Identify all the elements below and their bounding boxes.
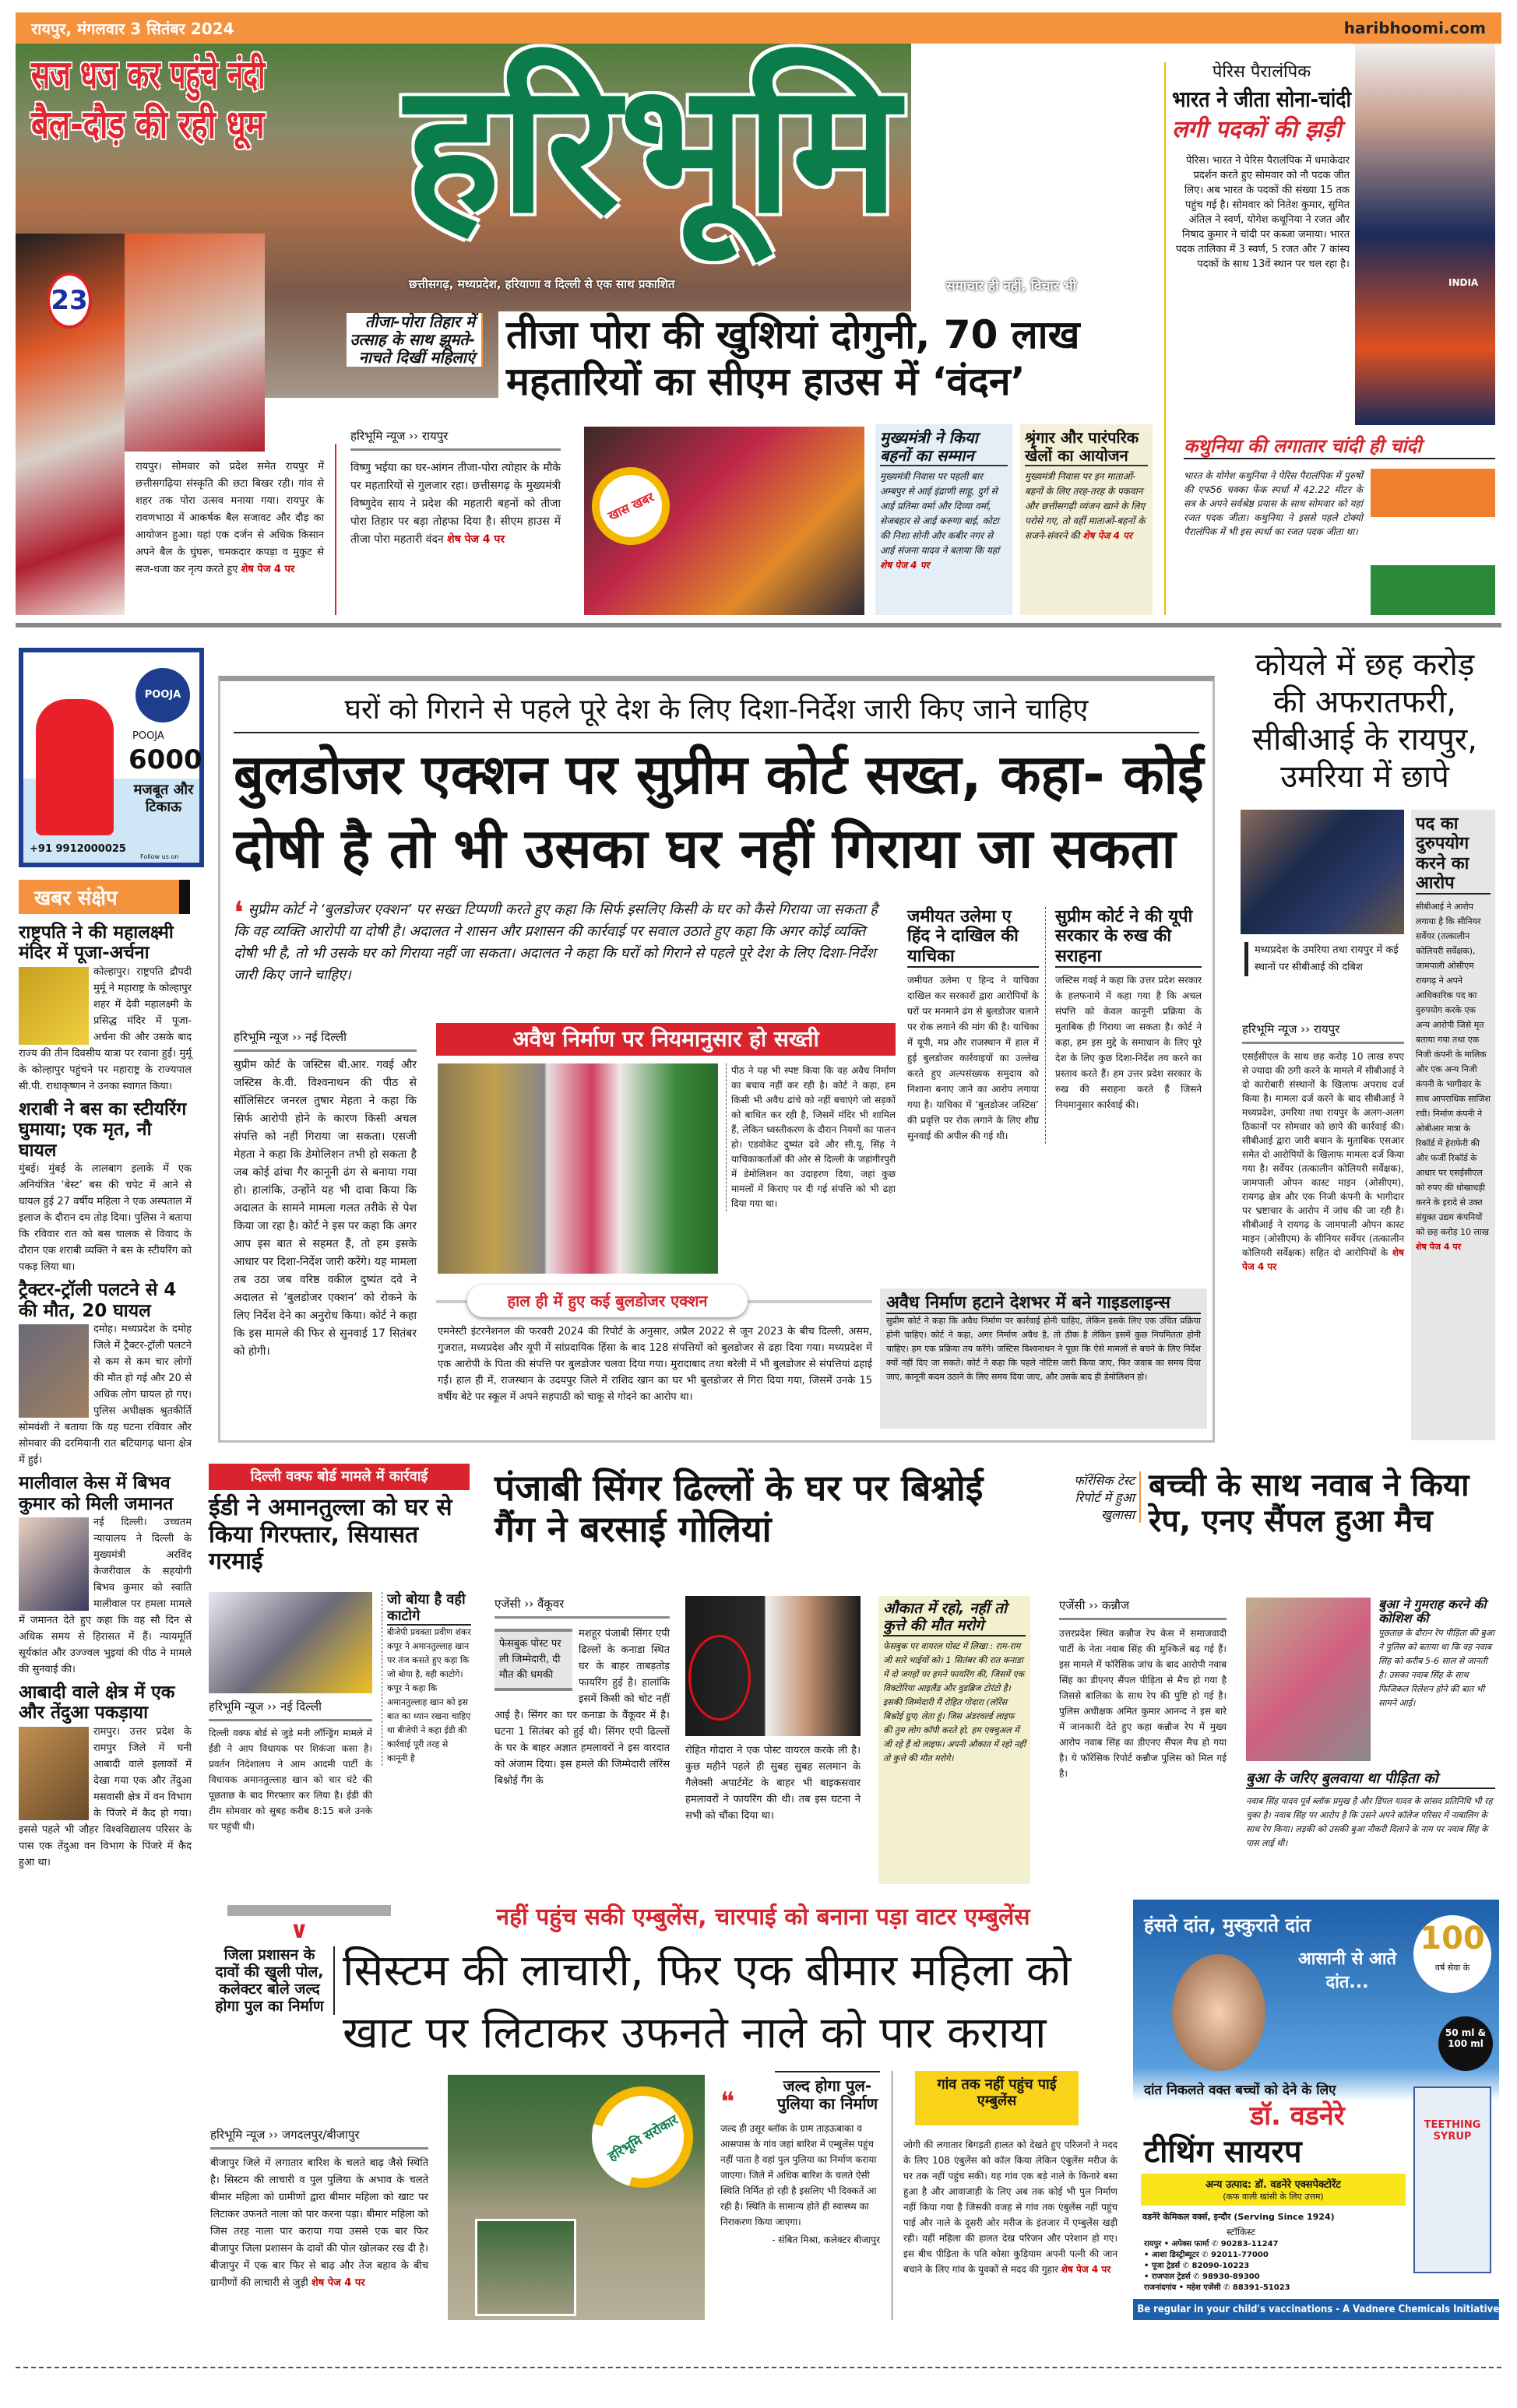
quote-title: जल्द होगा पुल-पुलिया का निर्माण [775,2071,880,2113]
nawab-headline: बच्ची के साथ नवाब ने किया रेप, एनए सैंपल हुआ मैच [1149,1468,1469,1539]
ambulance-headline-1: सिस्टम की लाचारी, फिर एक बीमार महिला को [343,1946,1072,1996]
cbi-byline: हरिभूमि न्यूज ›› रायपुर [1242,1021,1404,1044]
brief-title: ट्रैक्टर-ट्रॉली पलटने से 4 की मौत, 20 घायल [19,1280,177,1321]
quote-author: - संबित मिश्रा, कलेक्टर बीजापुर [772,2234,880,2245]
brief-item [19,1468,192,1678]
up-govt-column [1055,907,1202,1113]
ad-maker: वडनेरे केमिकल वर्क्स, इन्दौर (Serving Since 1924) [1142,2212,1335,2222]
jersey-text: INDIA [1448,277,1479,288]
photo-smiling-child [1172,1954,1265,2071]
guidelines-title: अवैध निर्माण हटाने देशभर में बने गाइडलाइन्स [886,1293,1201,1314]
photo-amanatullah-arrest [209,1592,372,1693]
nawab-side [1378,1598,1495,1710]
stockist: राजनांदगांव • महेश एजेंसी ✆ 88391-51023 [1144,2283,1290,2292]
photo-decorated-bull [16,234,125,615]
teeja-kicker: तीजा-पोरा तिहार में उत्साह के साथ झूमते-नाचते दिखीं महिलाएं [347,313,483,367]
brief-body: दमोह। मध्यप्रदेश के दमोह जिले में ट्रैक्टर-ट्रॉली पलटने से कम से कम चार लोगों की मौत हो गई और 20 से अधिक लोग घायल हो गए। पुलिस अधीक्षक श्रुतकीर्ति सोमवंशी ने बताया कि यह घटना रविवार और सोमवार की दरमियानी रात बटियागढ़ थाना क्षेत्र में हुई। [19,1324,192,1467]
brief-body: रामपुर। उत्तर प्रदेश के रामपुर जिले में घनी आबादी वाले इलाकों में देखा गया एक और तेंदुआ मसवासी क्षेत्र में वन विभाग के पिंजरे में कैद हो गया। इससे पहले भी जौहर विश्वविद्यालय परिसर के पास एक तेंदुआ वन विभाग के पिंजरे में कैद हुआ था। [19,1725,192,1868]
main-headline-2: दोषी है तो भी उसका घर नहीं गिराया जा सकता [234,817,1176,881]
site-link[interactable]: haribhoomi.com [1343,19,1486,37]
paris-headline-1: भारत ने जीता सोना-चांदी [1172,86,1351,112]
speech-icon: ❝ [720,2086,735,2118]
box-title: मुख्यमंत्री ने किया बहनों का सम्मान [880,429,1008,466]
ad-tagline-2: आसानी से आते दांत... [1297,1949,1397,1992]
brief-title: राष्ट्रपति ने की महालक्ष्मी मंदिर में पूजा-अर्चना [19,923,174,964]
singer-headline: पंजाबी सिंगर ढिल्लों के घर पर बिश्नोई गैंग ने बरसाई गोलियां [495,1467,984,1550]
quote-icon: ❛ [234,895,244,931]
ad-tagline-1: हंसते दांत, मुस्कुराते दांत [1144,1914,1311,1936]
brief-body: नई दिल्ली। उच्चतम न्यायालय ने दिल्ली के मुख्यमंत्री अरविंद केजरीवाल के सहयोगी बिभव कुमार को स्वाति मालीवाल पर हमला मामले में जमानत देते हुए कहा कि वह सौ दिन से अधिक समय से हिरासत में हैं। न्यायमूर्ति सूर्यकांत और उज्ज्वल भुइयां की पीठ ने मामले की सुनवाई की। [19,1516,192,1675]
continued-link[interactable]: शेष पेज 4 पर [1242,1247,1404,1272]
ambulance-byline: हरिभूमि न्यूज ›› जगदलपुर/बीजापुर [210,2127,428,2150]
nawab-kicker: फॉरेंसिक टेस्ट रिपोर्ट में हुआ खुलासा [1063,1471,1141,1523]
masthead-tagline-left: छत्तीसगढ़, मध्यप्रदेश, हरियाणा व दिल्ली से एक साथ प्रकाशित [409,277,675,291]
singer-byline: एजेंसी ›› वैंकूवर [495,1596,670,1619]
continued-link[interactable]: शेष पेज 4 पर [1082,530,1132,541]
cbi-side-title: पद का दुरुपयोग करने का आरोप [1416,814,1491,895]
nawab-sub-body: नवाब सिंह यादव पूर्व ब्लॉक प्रमुख है और डिंपल यादव के सांसद प्रतिनिधि भी रह चुका है। नवाब सिंह पर आरोप है कि उसने अपने कॉलेज परिसर में नाबालिग के साथ रेप किया। लड़की को उसकी बुआ नौकरी दिलाने के नाम पर नवाब सिंह के पास लाई थी। [1246,1796,1493,1848]
masthead-logo: हरिभूमि [405,45,899,253]
bull-caption: रायपुर। सोमवार को प्रदेश समेत रायपुर में छत्तीसगढ़िया संस्कृति की छटा बिखर रही। गांव से शहर तक पोरा उत्सव मनाया गया। रायपुर के रावणभाठा में आकर्षक बैल सजावट और दौड़ का आयोजन हुआ। यहां एक दर्जन से अधिक किसान अपने बैल के घुंघरू, चमकदार कपड़ा व मुकुट से सज-धजा कर नृत्य करते हुए शेष पेज 4 पर [132,455,327,582]
box-body: मुख्यमंत्री निवास पर पहली बार अम्बपुर से आई इंद्राणी साहू, दुर्ग से आई प्रतिमा वर्मा और दिव्या वर्मा, सेजबहार से आई करुणा बाई, कोटा की निशा सोनी और कबीर नगर से आई संजना यादव ने बताया कि यहां शेष पेज 4 पर [880,471,1000,571]
bull-title-1: सज धज कर पहुंचे नंदी [31,52,266,97]
cbi-side-box [1411,810,1495,1440]
ad-phone: +91 9912000025 [30,843,126,855]
highlight-circle [688,1635,751,1721]
brief-title: शराबी ने बस का स्टीयरिंग घुमाया; एक मृत, नौ घायल [19,1099,187,1161]
brief-item [19,923,192,1095]
photo-decorated-bull-body [125,234,265,452]
ad-stockist-label: स्टॉकिस्ट [1227,2227,1255,2238]
ambulance-gray-bar [227,1905,391,1916]
singer-body: मशहूर पंजाबी सिंगर एपी ढिल्लों के कनाडा स्थित घर के बाहर ताबड़तोड़ फायरिंग हुई है। हालांकि इसमें किसी को चोट नहीं आई है। सिंगर का घर कनाडा के वैंकूवर में है। घटना 1 सितंबर को हुई थी। सिंगर एपी ढिल्लों के घर के बाहर अज्ञात हमलावरों ने इस वारदात को अंजाम दिया। इस हमले की जिम्मेदारी लॉरेंस बिश्नोई गैंग के [495,1628,670,1787]
photo-inset-river-crossing [475,2219,576,2316]
waqf-side-title: जो बोया है वही काटोगे [387,1592,471,1626]
page-bottom-rule [16,2367,1501,2368]
teeja-box-1 [875,424,1012,615]
waqf-body: दिल्ली वक्फ बोर्ड से जुड़े मनी लॉन्ड्रिंग मामले में ईडी ने आप विधायक पर शिकंजा कसा है। प्रवर्तन निदेशालय ने आम आदमी पार्टी के विधायक अमानतुल्लाह खान को चार घंटे की पूछताछ के बाद गिरफ्तार कर लिया है। ईडी की टीम सोमवार को सुबह करीब 8:15 बजे उनके घर पहुंची थी। [209,1728,372,1832]
ad-follow: Follow us on [140,853,179,860]
main-headline-1: बुलडोजर एक्शन पर सुप्रीम कोर्ट सख्त, कहा- कोई [234,743,1204,807]
bull-title-2: बैल-दौड़ की रही धूम [31,102,265,147]
brief-title: मालीवाल केस में बिभव कुमार को मिली जमानत [19,1473,174,1514]
photo-leopard [19,1727,89,1820]
other-product-note: (कफ वाली खांसी के लिए उत्तम) [1223,2192,1324,2202]
ad-brand: डॉ. वडनेरे [1250,2100,1345,2132]
singer-column [495,1626,670,1789]
ad-other-product [1141,2174,1406,2206]
ad-footer: Be regular in your child's vaccinations - A Vadnere Chemicals Initiative [1133,2299,1499,2320]
ambulance-top-headline: नहीं पहुंच सकी एम्बुलेंस, चारपाई को बनाना पड़ा वाटर एम्बुलेंस [496,1904,1030,1931]
recent-actions-body: एमनेस्टी इंटरनेशनल की फरवरी 2024 की रिपोर्ट के अनुसार, अप्रैल 2022 से जून 2023 के बीच दिल्ली, असम, गुजरात, मध्यप्रदेश और यूपी में सांप्रदायिक हिंसा के बाद 128 संपत्तियों को बुलडोजर से ढहा दिया गया। मध्यप्रदेश में एक आरोपी के पिता की संपत्ति पर बुलडोजर चलवा दिया गया। मुरादाबाद तथा बरेली में भी बुलडोजर से संपत्तियां ढहाई गईं। हाल ही में, राजस्थान के उदयपुर जिले में राशिद खान का घर भी बुलडोजर से गिरा दिया गया, जिसमें उनके 15 वर्षीय बेटे पर स्कूल में अपने सहपाठी को चाकू से गोदने का आरोप था। [438,1326,872,1403]
teeja-body: विष्णु भईया का घर-आंगन तीजा-पोरा त्योहार के मौके पर महतारियों से गुलजार रहा। छत्तीसगढ़ के मुख्यमंत्री विष्णुदेव साय ने प्रदेश की महतारी बहनों को तीजा पोरा तिहार पर बड़ा तोहफा दिया है। सीएम हाउस में तीजा पोरा महतारी वंदन शेष पेज 4 पर [350,462,561,546]
ambulance-kicker: जिला प्रशासन के दावों की खुली पोल, कलेक्टर बोले जल्द होगा पुल का निर्माण [212,1946,335,2015]
guidelines-body: सुप्रीम कोर्ट ने कहा कि अवैध निर्माण पर कार्रवाई होनी चाहिए, लेकिन इसके लिए एक उचित प्रक्रिया होनी चाहिए। कोर्ट ने कहा, अगर निर्माण अवैध है, तो ठीक है लेकिन इसमें कुछ नियमितता होनी चाहिए। हम एक प्रक्रिया तय करेंगे। जस्टिस विश्वनाथन ने पूछा कि ऐसे मामलों से बचने के लिए निर्देश क्यों नहीं दिए जा सकते। कोर्ट ने कहा कि पहले नोटिस जारी किया जाए, फिर जवाब का समय दिया जाए, कानूनी कदम उठाने के लिए समय दिया जाए, और उसके बाद ही डेमोलिशन हो। [886,1316,1201,1383]
ad-tagline: मजबूत और टिकाऊ [133,782,194,815]
badge-text: वर्ष सेवा के [1434,1963,1470,1973]
up-govt-body: जस्टिस गवई ने कहा कि उत्तर प्रदेश सरकार के हलफनामे में कहा गया है कि अचल संपत्ति को केवल कानूनी प्रक्रिया के मुताबिक ही गिराया जा सकता है। कोर्ट ने कहा, हम इस मुद्दे के समाधान के लिए पूरे देश के लिए कुछ दिशा-निर्देश तय करने का प्रस्ताव करते हैं। हम उत्तर प्रदेश सरकार के रुख की सराहना करते हैं जिसने नियमानुसार कार्रवाई की। [1055,974,1202,1110]
brief-item [19,1275,192,1468]
masthead-tagline-right: समाचार ही नहीं, विचार भी [946,279,1076,294]
syrup-box-image: TEETHING SYRUP [1413,2086,1491,2273]
continued-link[interactable]: शेष पेज 4 पर [241,564,295,575]
continued-link[interactable]: शेष पेज 4 पर [880,560,930,571]
edition-date: रायपुर, मंगलवार 3 सितंबर 2024 [31,19,234,38]
ambulance-headline-2: खाट पर लिटाकर उफनते नाले को पार कराया [343,2008,1047,2058]
ambulance-body: बीजापुर जिले में लगातार बारिश के चलते बाढ़ जैसे स्थिति है। सिस्टम की लाचारी व पुल पुलिया के अभाव के चलते बीमार महिला को ग्रामीणों द्वारा बीमार महिला को खाट पर लिटाकर उफनते नाला को पार करना पड़ा। बीमार महिला को जिस तरह नाला पार कराया गया उससे एक बार फिर बीजापुर जिला प्रशासन के दावों की पोल खोलकर रख दी है। बीजापुर में एक बार फिर से बाढ़ और तेज बहाव के बीच ग्रामीणों की लाचारी से जुड़ी शेष पेज 4 पर [210,2157,428,2289]
main-byline: हरिभूमि न्यूज ›› नई दिल्ली [234,1029,417,1052]
brief-column [19,923,192,1871]
ad-size-badge: 50 ml & 100 ml [1438,2016,1493,2071]
no-ambulance-box-title: गांव तक नहीं पहुंच पाई एम्बुलेंस [915,2071,1079,2125]
continued-link[interactable]: शेष पेज 4 पर [447,533,505,546]
bull-number-badge: 23 [47,272,92,329]
cbi-bullet: मध्यप्रदेश के उमरिया तथा रायपुर में कई स्थानों पर सीबीआई की दबिश [1244,942,1404,976]
nawab-body: उत्तरप्रदेश स्थित कन्नौज रेप केस में समाजवादी पार्टी के नेता नवाब सिंह की मुश्किलें बढ़ गई हैं। इस मामले में फॉरेंसिक जांच के बाद आरोपी नवाब सिंह का डीएनए सैंपल पीड़िता से मैच हो गया है जिससे बालिका के साथ रेप की पुष्टि हो गई है। पुलिस अधीक्षक अमित कुमार आनन्द ने इस बारे में जानकारी देते हुए कहा कन्नौज रेप में मुख्य आरोप नवाब सिंह का डीएनए सैंपल मैच हो गया है। ये फॉरेंसिक रिपोर्ट कन्नौज पुलिस को मिल गई है। [1059,1628,1227,1779]
up-govt-title: सुप्रीम कोर्ट ने की यूपी सरकार के रुख की सराहना [1055,907,1202,968]
paris-kicker: पेरिस पैरालंपिक [1212,62,1311,82]
no-ambulance-body: जोगी की लगातार बिगड़ती हालत को देखते हुए परिजनों ने मदद के लिए 108 एंबुलेंस को कॉल किया लेकिन एंबुलेंस मरीज के घर तक नहीं पहुंच सकी। यह गांव एक बड़े नाले के किनारे बसा हुआ है और आवाजाही के लिए अब तक कोई भी पुल निर्माण नहीं किया गया है जिसकी वजह से गांव तक एंबुलेंस नहीं पहुंच पाई और नाले के दूसरी ओर मरीज के इंतजार में एम्बुलेंस खड़ी रही। वहीं महिला की हालत देख परिजन और परेशान हो गए। इस बीच पीड़िता के पति कोसा कुड़ियाम अपनी पत्नी की जान बचाने के लिए गांव के युवकों से मदद की गुहार शेष पेज 4 पर [903,2139,1118,2275]
box-title: श्रृंगार और पारंपरिक खेलों का आयोजन [1025,429,1148,466]
ad-brand-logo: POOJA [136,668,190,722]
box-body: मुख्यमंत्री निवास पर इन माताओं-बहनों के लिए तरह-तरह के पकवान और छत्तीसगढ़ी व्यंजन खाने के लिए परोसे गए, तो वहीं माताओं-बहनों के सजने-संवरने की शेष पेज 4 पर [1025,471,1146,541]
nawab-side-title: बुआ ने गुमराह करने की कोशिश की [1378,1597,1487,1626]
brief-item [19,1678,192,1871]
waqf-headline: ईडी ने अमानतुल्ला को घर से किया गिरफ्तार, सियासत गरमाई [209,1494,452,1575]
chevron-down-icon: ∨ [290,1917,309,1944]
teeja-byline: हरिभूमि न्यूज ›› रायपुर [350,428,561,451]
ad-product: टीथिंग सायरप [1144,2134,1302,2170]
recent-actions-pill: हाल ही में हुए कई बुलडोजर एक्शन [467,1285,748,1317]
singer-body-2: रोहित गोदारा ने एक पोस्ट वायरल करके ली है। कुछ महीने पहले ही सुबह सुबह सलमान के गैलेक्सी अपार्टमेंट के बाहर भी बाइकसवार हमलावरों ने फायरिंग की थी। तब इस घटना ने सभी को चौंका दिया था। [685,1745,861,1822]
brief-body: मुंबई। मुंबई के लालबाग इलाके में एक अनियंत्रित ‘बेस्ट’ बस की चपेट में आने से घायल हुई 27 वर्षीय महिला ने एक अस्पताल में इलाज के दौरान दम तोड़ दिया। पुलिस ने बताया कि रविवार रात को बस चालक से विवाद के दौरान एक शराबी व्यक्ति ने बस के स्टीयरिंग को पकड़ लिया था। [19,1163,192,1274]
sarokar-badge: हरिभूमि सरोकार [573,2068,712,2206]
cbi-body: एसईसीएल के साथ छह करोड़ 10 लाख रुपए से ज्यादा की ठगी करने के मामले में सीबीआई ने दो कारोबारी संस्थानों के खिलाफ अपराध दर्ज किया है। मामला दर्ज करने के बाद सीबीआई ने मध्यप्रदेश, उमरिया तथा रायपुर के अलग-अलग ठिकानों पर सोमवार को छापे की कार्रवाई की। सीबीआई द्वारा जारी बयान के मुताबिक एसआर समेत दो आरोपियों के खिलाफ मामला दर्ज किया गया है। सर्वेयर (तत्कालीन कोलियरी सर्वेक्षक), जामपाली ओपन कास्ट माइन (ओसीएम), रायगढ़ क्षेत्र और एक निजी कंपनी के भागीदार पर भ्रष्टाचार के आरोप में जांच की जा रही है। सीबीआई ने रायगढ़ के जामपाली ओपन कास्ट माइन (ओसीएम) के सीनियर सर्वेयर (तत्कालीन कोलियरी सर्वेक्षक) सहित दो आरोपियों के शेष पेज 4 पर [1242,1051,1404,1272]
waqf-side [382,1592,471,1766]
quote-body: जल्द ही उसूर ब्लॉक के ग्राम ताड़ऊबाका व आसपास के गांव जहां बारिश में एम्बुलेंस पहुंच नहीं पाता है वहां पुल पुलिया का निर्माण कराया जाएगा। जिले में अधिक बारिश के चलते ऐसी स्थिति निर्मित हो रही है इसलिए भी दिक्कतें आ रही है। स्थिति के सामान्य होते ही स्वास्थ्य का निराकरण किया जाएगा। [720,2123,877,2227]
main-kicker: घरों को गिराने से पहले पूरे देश के लिए दिशा-निर्देश जारी किए जाने चाहिए [234,689,1199,733]
waqf-side-body: बीजेपी प्रवक्ता प्रवीण शंकर कपूर ने अमानतुल्लाह खान पर तंज कसते हुए कहा कि जो बोया है, वही काटोगे। कपूर ने कहा कि अमानतुल्लाह खान को इस बात का ध्यान रखना चाहिए था बीजेपी ने कहा ईडी की कार्रवाई पूरी तरह से कानूनी है [387,1627,471,1764]
singer-caption-box: फेसबुक पोस्ट पर ली जिम्मेदारी, दी मौत की धमकी [495,1629,572,1691]
stockist: • राजपाल ट्रेडर्स ✆ 98930-89300 [1144,2273,1260,2281]
brief-title: आबादी वाले क्षेत्र में एक और तेंदुआ पकड़ाया [19,1682,175,1724]
badge-number: 100 [1420,1921,1485,1956]
cbi-headline: कोयले में छह करोड़ की अफरातफरी, सीबीआई के रायपुर, उमरिया में छापे [1252,647,1477,795]
singer-threat-box [878,1596,1030,1884]
continued-link[interactable]: शेष पेज 4 पर [1061,2264,1111,2275]
waqf-byline: हरिभूमि न्यूज ›› नई दिल्ली [209,1699,372,1721]
paris-body: पेरिस। भारत ने पेरिस पैरालंपिक में धमाकेदार प्रदर्शन करते हुए सोमवार को नौ पदक जीत लिए। अब भारत के पदकों की संख्या 15 तक पहुंच गई है। सोमवार को नितेश कुमार, सुमित अंतिल ने स्वर्ण, योगेश कथूनिया ने रजत और निषाद कुमार ने चांदी पर कब्जा जमाया। भारत पदक तालिका में 3 स्वर्ण, 5 रजत और 7 कांस्य पदकों के साथ 13वें स्थान पर चल रहा है। [1175,155,1350,270]
guidelines-box [880,1288,1207,1429]
ad-use: दांत निकलते वक्त बच्चों को देने के लिए [1144,2083,1336,2098]
waqf-label: दिल्ली वक्फ बोर्ड मामले में कार्रवाई [209,1464,470,1490]
nawab-subhead: बुआ के जरिए बुलवाया था पीड़िता को [1246,1771,1495,1789]
threat-title: औकात में रहो, नहीं तो कुत्ते की मौत मरोगे [883,1601,1026,1636]
nawab-byline: एजेंसी ›› कन्नौज [1059,1598,1227,1620]
khas-khabar-badge: खास खबर [579,455,683,558]
cbi-side-body: सीबीआई ने आरोप लगाया है कि सीनियर सर्वेयर (तत्कालीन कोलियरी सर्वेक्षक), जामपाली ओसीएम रायगढ़ ने अपने आधिकारिक पद का दुरुपयोग करके एक अन्य आरोपी जिसे मृत बताया गया तथा एक निजी कंपनी के मालिक और एक अन्य निजी कंपनी के भागीदार के साथ आपराधिक साजिश रची। निर्माण कंपनी ने ओबीआर मात्रा के रिकॉर्ड में हेराफेरी की और फर्जी रिकॉर्ड के आधार पर एसईसीएल को रुपए की धोखाधड़ी करने के इरादे से उक्त संयुक्त उद्यम कंपनियों को छह करोड़ 10 लाख शेष पेज 4 पर [1416,902,1491,1253]
date-bar [16,12,1501,44]
kathunia-body: भारत के योगेश कथुनिया ने पेरिस पैरालंपिक में पुरुषों की एफ56 चक्का फेंक स्पर्धा में 42.22 मीटर के सत्र के अपने सर्वश्रेष्ठ प्रयास के साथ सोमवार को यहां रजत पदक जीता। कथुनिया ने इससे पहले टोक्यो पैरालंपिक में भी इस स्पर्धा का रजत पदक जीता था। [1184,470,1363,537]
teeja-box-2 [1020,424,1153,615]
main-banner: अवैध निर्माण पर नियमानुसार हो सख्ती [436,1023,896,1056]
ad-stockist-list [1144,2239,1409,2294]
brief-item [19,1095,192,1275]
section-divider [16,623,1501,627]
photo-bibhav-kumar [19,1517,89,1611]
photo-kathunia-flag [1371,469,1495,615]
ad-100-years-badge [1413,1915,1491,1993]
brief-label: खबर संक्षेप [19,880,190,914]
divider [335,444,336,615]
teeja-headline-1: तीजा पोरा की खुशियां दोगुनी, 70 लाख [506,312,1080,357]
ad-teething-syrup[interactable] [1133,1900,1499,2320]
other-product-name: अन्य उत्पाद: डॉ. वडनेरे एक्सपेक्टोरेंट [1206,2179,1341,2191]
continued-link[interactable]: शेष पेज 4 पर [1416,1242,1462,1253]
nawab-side-body: पूछताछ के दौरान रेप पीड़िता की बुआ ने पुलिस को बताया था कि वह नवाब सिंह को करीब 5-6 साल से जानती है। उसका नवाब सिंह के साथ फिजिकल रिलेशन होने की बात भी सामने आई। [1378,1627,1494,1708]
photo-tractor-accident [19,1324,89,1418]
brief-body: कोल्हापुर। राष्ट्रपति द्रौपदी मुर्मू ने महाराष्ट्र के कोल्हापुर शहर में देवी महालक्ष्मी के प्रसिद्ध मंदिर में पूजा-अर्चना की और उसके बाद राज्य की तीन दिवसीय यात्रा पर रवाना हुईं। मुर्मू के कोल्हापुर पहुंचने पर महाराष्ट्र के राज्यपाल सी.पी. राधाकृष्णन ने उनका स्वागत किया। [19,965,192,1092]
collector-quote [720,2071,880,2246]
jamiat-column [907,907,1046,1144]
ad-model: POOJA [132,730,164,742]
jamiat-title: जमीयत उलेमा ए हिंद ने दाखिल की याचिका [907,907,1039,968]
paris-headline-2: लगी पदकों की झड़ी [1172,116,1342,143]
divider [1164,62,1166,615]
photo-bulldozer-supreme-court [438,1063,718,1274]
photo-para-athlete-medal [1355,44,1495,425]
stockist: रायपुर • अपेक्स फार्मा ✆ 90283-11247 [1144,2240,1279,2248]
photo-president-temple [19,967,89,1045]
main-intro: ❛ सुप्रीम कोर्ट ने ‘बुलडोजर एक्शन’ पर सख्त टिप्पणी करते हुए कहा कि सिर्फ इसलिए किसी के घर को कैसे गिराया जा सकता है कि वह व्यक्ति आरोपी या दोषी है। अदालत ने शासन और प्रशासन की कार्रवाई पर सवाल उठाते हुए कहा कि अगर कोई व्यक्ति दोषी भी है, तो भी उसके घर को गिराया नहीं जा सकता। अदालत ने कहा कि घरों को गिराने से पहले पूरे देश के लिए दिशा-निर्देश जारी किए जाने चाहिए। [234,895,878,983]
ad-price: 6000 [128,744,202,775]
stockist: • आशा डिस्ट्रीब्यूटर ✆ 92011-77000 [1144,2251,1269,2259]
photo-dhillon-house-singer [685,1596,861,1736]
jamiat-body: जमीयत उलेमा ए हिन्द ने याचिका दाखिल कर सरकारों द्वारा आरोपियों के घरों पर मनमाने ढंग से बुलडोजर चलाने पर रोक लगाने की मांग की है। याचिका में यूपी, मप्र और राजस्थान में हाल में हुई बुलडोजर कार्रवाइयों का उल्लेख करते हुए अल्पसंख्यक समुदाय को निशाना बनाए जाने का आरोप लगाया गया है। याचिका में ‘बुलडोजर जस्टिस’ की प्रवृत्ति पर रोक लगाने के लिए शीघ्र सुनवाई की अपील की गई थी। [907,974,1039,1141]
main-photo-side-text: पीठ ने यह भी स्पष्ट किया कि वह अवैध निर्माण का बचाव नहीं कर रही है। कोर्ट ने कहा, हम किसी भी अवैध ढांचे को नहीं बचाएंगे जो सड़कों को बाधित कर रही है, जिसमें मंदिर भी शामिल हैं, लेकिन ध्वस्तीकरण के दौरान नियमों का पालन हो। एडवोकेट दुष्यंत दवे और सी.यू. सिंह ने याचिकाकर्ताओं की ओर से दिल्ली के जहांगीरपुरी में डेमोलिशन का उदाहरण दिया, जहां कुछ मामलों में किराए पर दी गई संपत्ति को भी ढहा दिया गया था। [726,1063,896,1211]
chair-icon [36,699,114,835]
kathunia-headline: कथुनिया की लगातार चांदी ही चांदी [1184,436,1495,459]
photo-cbi-officers [1241,810,1404,934]
ad-pooja-chairs[interactable] [19,648,204,867]
photo-nawab-police [1246,1598,1371,1761]
main-body: सुप्रीम कोर्ट के जस्टिस बी.आर. गवई और जस्टिस के.वी. विश्वनाथन की पीठ से सॉलिसिटर जनरल तुषार मेहता ने कहा कि सिर्फ आरोपी होने के कारण किसी अचल संपत्ति को नहीं गिराया जा सकता। एसजी मेहता ने कहा कि डेमोलिशन तभी हो सकता है जब कोई ढांचा गैर कानूनी ढंग से बनाया गया हो। हालांकि, उन्होंने यह भी दावा किया कि अदालत के सामने मामला गलत तरीके से पेश किया जा रहा है। कोर्ट ने इस पर कहा कि अगर आप इस बात से सहमत हैं, तो हम इसके आधार पर दिशा-निर्देश जारी करेंगे। यह मामला तब उठा जब वरिष्ठ वकील दुष्यंत दवे ने अदालत से ‘बुलडोजर एक्शन’ को रोकने के लिए निर्देश देने का अनुरोध किया। कोर्ट ने कहा कि इस मामले की फिर से सुनवाई 17 सितंबर को होगी। [234,1059,417,1358]
stockist: • पूजा ट्रेडर्स ✆ 82090-10223 [1144,2262,1250,2270]
threat-body: फेसबुक पर वायरल पोस्ट में लिखा : राम-राम जी सारे भाईयों को। 1 सितंबर की रात कनाडा में दो जगहों पर हमने फायरिंग की, जिसमें एक विक्टोरिया आइलैंड और वुडब्रिज टोरंटो है। इसकी जिम्मेदारी मैं रोहित गोदारा (लॉरेंस बिश्नोई ग्रुप) लेता हूं। जिस अंडरवर्ल्ड लाइफ की तुम लोग कॉपी करते हो, हम एक्चुअल में जी रहे हैं वो लाइफ। अपनी औकात में रहो नहीं तो कुत्ते की मौत मरोगे। [883,1640,1026,1763]
continued-link[interactable]: शेष पेज 4 पर [311,2277,365,2289]
teeja-headline-2: महतारियों का सीएम हाउस में ‘वंदन’ [506,359,1026,404]
